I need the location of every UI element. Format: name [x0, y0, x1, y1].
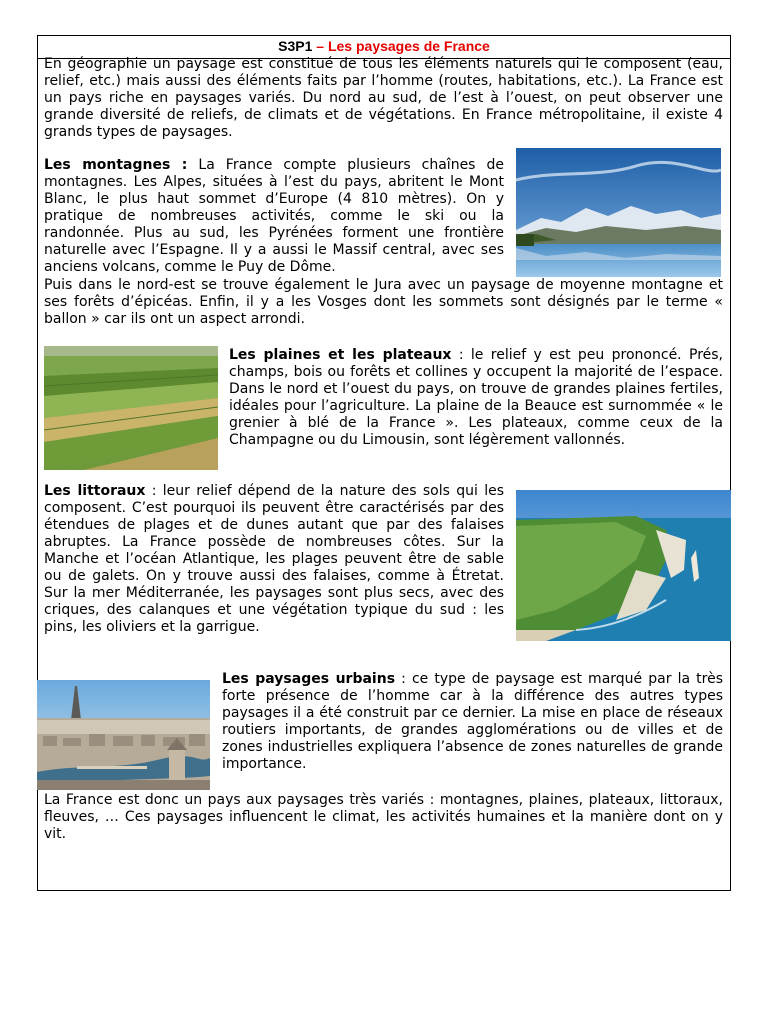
coast-photo — [516, 490, 731, 641]
littoraux-paragraph — [44, 483, 504, 636]
littoraux-heading: Les littoraux — [44, 483, 146, 499]
montagnes-paragraph — [44, 157, 504, 276]
plains-photo — [44, 346, 218, 470]
plaines-heading: Les plaines et les plateaux — [229, 347, 452, 363]
urbains-paragraph — [222, 671, 723, 773]
urbains-text: : ce type de paysage est marqué par la très forte présence de l’homme car à la différence des autres types paysages il a été construit par ce dernier. La mise en place de réseaux routiers importants, de grandes agglomérations ou de villes et de zones industrielles expliquera l’absence de zones naturelles de grande importance. — [222, 671, 723, 772]
montagnes-paragraph-continued: Puis dans le nord-est se trouve également le Jura avec un paysage de moyenne montagne et ses forêts d’épicéas. Enfin, il y a les Vosges dont les sommets sont désignés par le terme « ballon » car ils ont un aspect arrondi. — [44, 277, 723, 327]
title-code: S3P1 — [278, 38, 313, 54]
title-dash: – — [312, 38, 328, 54]
montagnes-text: La France compte plusieurs chaînes de montagnes. Les Alpes, situées à l’est du pays, abritent le Mont Blanc, le plus haut sommet d’Europe (4 810 mètres). On y pratique de nombreuses activités, comme le ski ou la randonnée. Plus au sud, les Pyrénées forment une frontière naturelle avec l’Espagne. Il y a aussi le Massif central, avec ses anciens volcans, comme le Puy de Dôme. — [44, 157, 504, 275]
montagnes-heading: Les montagnes : — [44, 157, 188, 173]
urbains-heading: Les paysages urbains — [222, 671, 396, 687]
conclusion-paragraph: La France est donc un pays aux paysages très variés : montagnes, plaines, plateaux, littoraux, fleuves, … Ces paysages influencent le climat, les activités humaines et la manière dont on y vit. — [44, 792, 723, 842]
city-photo — [37, 680, 210, 790]
intro-paragraph: En géographie un paysage est constitué de tous les éléments naturels qui le composent (eau, relief, etc.) mais aussi des éléments faits par l’homme (routes, habitations, etc.). La France est un pays riche en paysages variés. Du nord au sud, de l’est à l’ouest, on peut observer une grande diversité de reliefs, de climats et de végétations. En France métropolitaine, il existe 4 grands types de paysages. — [44, 56, 723, 140]
plaines-paragraph — [229, 347, 723, 449]
mountains-photo — [516, 148, 721, 277]
title-text: Les paysages de France — [327, 38, 490, 54]
littoraux-text: : leur relief dépend de la nature des sols qui les composent. C’est pourquoi ils peuvent être caractérisés par des étendues de plages et de dunes autant que par des falaises abruptes. La France possède de nombreuses côtes. Sur la Manche et l’océan Atlantique, les plages peuvent être de sable ou de galets. On y trouve aussi des falaises, comme à Étretat. Sur la mer Méditerranée, les paysages sont plus secs, avec des criques, des calanques et une végétation typique du sud : les pins, les oliviers et la garrigue. — [44, 483, 504, 635]
plaines-text: : le relief y est peu prononcé. Prés, champs, bois ou forêts et collines y occupent la majorité de l’espace. Dans le nord et l’ouest du pays, on trouve de grandes plaines fertiles, idéales pour l’agriculture. La plaine de la Beauce est surnommée « le grenier à blé de la France ». Les plateaux, comme ceux de la Champagne ou du Limousin, sont légèrement vallonnés. — [229, 347, 723, 448]
